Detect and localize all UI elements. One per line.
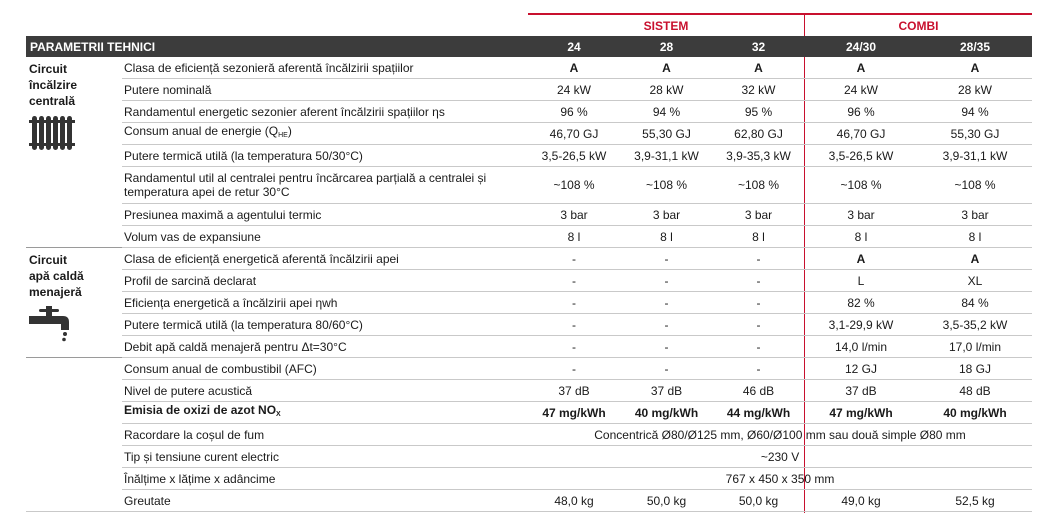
section-title-line: menajeră (29, 285, 82, 299)
value-cell: - (528, 292, 620, 314)
header-title: PARAMETRII TEHNICI (26, 36, 528, 57)
value-cell: 3,9-31,1 kW (620, 145, 713, 167)
value-cell: XL (918, 270, 1032, 292)
parameter-label (122, 358, 528, 380)
value-cell: 48,0 kg (528, 490, 620, 512)
value-cell: ~108 % (804, 167, 918, 204)
value-cell: A (918, 57, 1032, 79)
parameter-label-text: Putere nominală (124, 82, 212, 97)
value-cell-span: 767 x 450 x 350 mm (528, 468, 1032, 490)
value-cell: 8 l (620, 226, 713, 248)
value-cell: 46,70 GJ (804, 123, 918, 145)
value-cell: 8 l (918, 226, 1032, 248)
value-cell: - (713, 270, 804, 292)
parameter-label-text: Randamentul util al centralei pentru încărcarea parțială a centralei și temperatura apei de retur 30°C (124, 171, 487, 199)
table-row (26, 226, 1032, 248)
parameter-label-text: Volum vas de expansiune (124, 229, 261, 244)
value-cell: 84 % (918, 292, 1032, 314)
parameter-label-text: Consum anual de energie (Q (124, 124, 279, 138)
parameter-label-text: Înălțime x lățime x adâncime (124, 471, 276, 486)
parameter-label (122, 336, 528, 358)
parameter-label-text: Eficiența energetică a încălzirii apei ηwh (124, 295, 338, 310)
value-cell: 82 % (804, 292, 918, 314)
value-cell: 3,5-26,5 kW (804, 145, 918, 167)
table-row (26, 270, 1032, 292)
value-cell: 94 % (620, 101, 713, 123)
value-cell: 8 l (804, 226, 918, 248)
value-cell: 50,0 kg (620, 490, 713, 512)
value-cell: 96 % (804, 101, 918, 123)
section-hot-water (26, 248, 122, 358)
table-row (26, 101, 1032, 123)
parameter-label-text: Tip și tensiune curent electric (124, 449, 279, 464)
value-cell: - (528, 358, 620, 380)
table-row (26, 167, 1032, 204)
parameter-label (122, 57, 528, 79)
parameter-label (122, 167, 528, 204)
value-cell: 3 bar (713, 204, 804, 226)
table-row (26, 380, 1032, 402)
value-cell: 14,0 l/min (804, 336, 918, 358)
value-cell: - (713, 358, 804, 380)
parameter-label (122, 226, 528, 248)
value-cell: - (713, 248, 804, 270)
table-row (26, 490, 1032, 512)
faucet-icon (29, 306, 122, 346)
value-cell: 3,5-26,5 kW (528, 145, 620, 167)
value-cell: 40 mg/kWh (918, 402, 1032, 424)
group-sistem: SISTEM (528, 13, 804, 36)
value-cell: 18 GJ (918, 358, 1032, 380)
value-cell: 3,5-35,2 kW (918, 314, 1032, 336)
model-group-headers (0, 0, 1048, 36)
value-cell: 3 bar (528, 204, 620, 226)
section-general (26, 358, 122, 512)
value-cell: - (713, 292, 804, 314)
parameter-label (122, 101, 528, 123)
section-title-line: Circuit (29, 253, 68, 267)
parameter-label (122, 380, 528, 402)
table-row (26, 248, 1032, 270)
value-cell: 3,9-35,3 kW (713, 145, 804, 167)
parameter-label (122, 123, 528, 145)
table-row (26, 402, 1032, 424)
parameter-label-text: Presiunea maximă a agentului termic (124, 207, 322, 222)
table-row (26, 79, 1032, 101)
value-cell: A (713, 57, 804, 79)
parameter-label-text: Debit apă caldă menajeră pentru Δt=30°C (124, 339, 347, 354)
value-cell: - (528, 270, 620, 292)
value-cell: 3,1-29,9 kW (804, 314, 918, 336)
value-cell: ~108 % (918, 167, 1032, 204)
value-cell: 96 % (528, 101, 620, 123)
value-cell: 44 mg/kWh (713, 402, 804, 424)
parameter-label (122, 314, 528, 336)
table-row (26, 336, 1032, 358)
value-cell: 52,5 kg (918, 490, 1032, 512)
value-cell: L (804, 270, 918, 292)
value-cell: A (528, 57, 620, 79)
section-title-line: încălzire (29, 78, 78, 92)
value-cell: 28 kW (620, 79, 713, 101)
table-row (26, 204, 1032, 226)
value-cell: 3 bar (804, 204, 918, 226)
value-cell: 94 % (918, 101, 1032, 123)
parameter-label (122, 490, 528, 512)
value-cell: - (620, 314, 713, 336)
parameter-label-text: Putere termică utilă (la temperatura 80/60°C) (124, 317, 363, 332)
value-cell: 8 l (713, 226, 804, 248)
table-row (26, 57, 1032, 79)
parameter-label-end: ) (287, 124, 292, 138)
value-cell: 8 l (528, 226, 620, 248)
value-cell: 49,0 kg (804, 490, 918, 512)
value-cell: 62,80 GJ (713, 123, 804, 145)
parameter-label (122, 79, 528, 101)
value-cell: - (620, 292, 713, 314)
value-cell: 3 bar (620, 204, 713, 226)
value-cell: A (804, 248, 918, 270)
value-cell: 37 dB (528, 380, 620, 402)
value-cell: 47 mg/kWh (804, 402, 918, 424)
value-cell: 50,0 kg (713, 490, 804, 512)
value-cell: - (713, 314, 804, 336)
parameter-label-subscript: HE (278, 132, 288, 139)
value-cell: 24 kW (804, 79, 918, 101)
model-header: 24 (528, 36, 620, 57)
value-cell: 28 kW (918, 79, 1032, 101)
value-cell: 47 mg/kWh (528, 402, 620, 424)
value-cell: ~108 % (713, 167, 804, 204)
value-cell: ~108 % (620, 167, 713, 204)
value-cell: 48 dB (918, 380, 1032, 402)
model-header: 28/35 (918, 36, 1032, 57)
model-header: 24/30 (804, 36, 918, 57)
parameter-label-text: Randamentul energetic sezonier aferent încălzirii spațiilor ηs (124, 104, 445, 119)
value-cell: - (528, 248, 620, 270)
faucet-icon (29, 306, 71, 342)
value-cell: A (804, 57, 918, 79)
value-cell: 3,9-31,1 kW (918, 145, 1032, 167)
parameter-label (122, 145, 528, 167)
parameter-label (122, 446, 528, 468)
parameter-label-subscript: X (276, 411, 281, 418)
value-cell: 95 % (713, 101, 804, 123)
parameter-label (122, 468, 528, 490)
value-cell: - (528, 336, 620, 358)
value-cell: 24 kW (528, 79, 620, 101)
section-title-line: centrală (29, 94, 76, 108)
table-row (26, 145, 1032, 167)
parameter-label (122, 402, 528, 424)
radiator-icon (29, 115, 75, 151)
table-row (26, 424, 1032, 446)
value-cell: - (713, 336, 804, 358)
parameter-label-text: Racordare la coșul de fum (124, 427, 265, 442)
model-header: 28 (620, 36, 713, 57)
group-combi: COMBI (805, 13, 1032, 36)
table-row (26, 123, 1032, 145)
section-title-line: apă caldă (29, 269, 84, 283)
value-cell: 46 dB (713, 380, 804, 402)
value-cell: A (918, 248, 1032, 270)
model-header: 32 (713, 36, 804, 57)
section-title-line: Circuit (29, 62, 68, 76)
value-cell: 17,0 l/min (918, 336, 1032, 358)
value-cell: 3 bar (918, 204, 1032, 226)
parameter-label-text: Putere termică utilă (la temperatura 50/30°C) (124, 148, 363, 163)
technical-parameters-table (26, 36, 1032, 512)
table-row (26, 314, 1032, 336)
value-cell-span: Concentrică Ø80/Ø125 mm, Ø60/Ø100 mm sau două simple Ø80 mm (528, 424, 1032, 446)
parameter-label (122, 270, 528, 292)
value-cell: - (620, 270, 713, 292)
radiator-icon (29, 115, 122, 155)
parameter-label (122, 248, 528, 270)
value-cell: - (620, 248, 713, 270)
parameter-label-text: Clasa de eficiență sezonieră aferentă încălzirii spațiilor (124, 60, 414, 75)
parameter-label-text: Emisia de oxizi de azot NO (124, 403, 277, 417)
parameter-label (122, 424, 528, 446)
value-cell: 37 dB (620, 380, 713, 402)
value-cell: 37 dB (804, 380, 918, 402)
value-cell: 55,30 GJ (620, 123, 713, 145)
value-cell: 46,70 GJ (528, 123, 620, 145)
header-row (26, 36, 1032, 57)
value-cell: ~108 % (528, 167, 620, 204)
table-row (26, 468, 1032, 490)
parameter-label-text: Nivel de putere acustică (124, 383, 253, 398)
value-cell: 12 GJ (804, 358, 918, 380)
parameter-label (122, 292, 528, 314)
table-row (26, 292, 1032, 314)
parameter-label-text: Clasa de eficiență energetică aferentă încălzirii apei (124, 251, 399, 266)
value-cell: 32 kW (713, 79, 804, 101)
table-row (26, 358, 1032, 380)
value-cell-span: ~230 V (528, 446, 1032, 468)
value-cell: A (620, 57, 713, 79)
value-cell: 40 mg/kWh (620, 402, 713, 424)
value-cell: - (620, 336, 713, 358)
section-central (26, 57, 122, 248)
parameter-label-text: Profil de sarcină declarat (124, 273, 257, 288)
parameter-label-text: Consum anual de combustibil (AFC) (124, 361, 317, 376)
value-cell: - (620, 358, 713, 380)
parameter-label-text: Greutate (124, 493, 171, 508)
value-cell: - (528, 314, 620, 336)
parameter-label (122, 204, 528, 226)
table-row (26, 446, 1032, 468)
value-cell: 55,30 GJ (918, 123, 1032, 145)
